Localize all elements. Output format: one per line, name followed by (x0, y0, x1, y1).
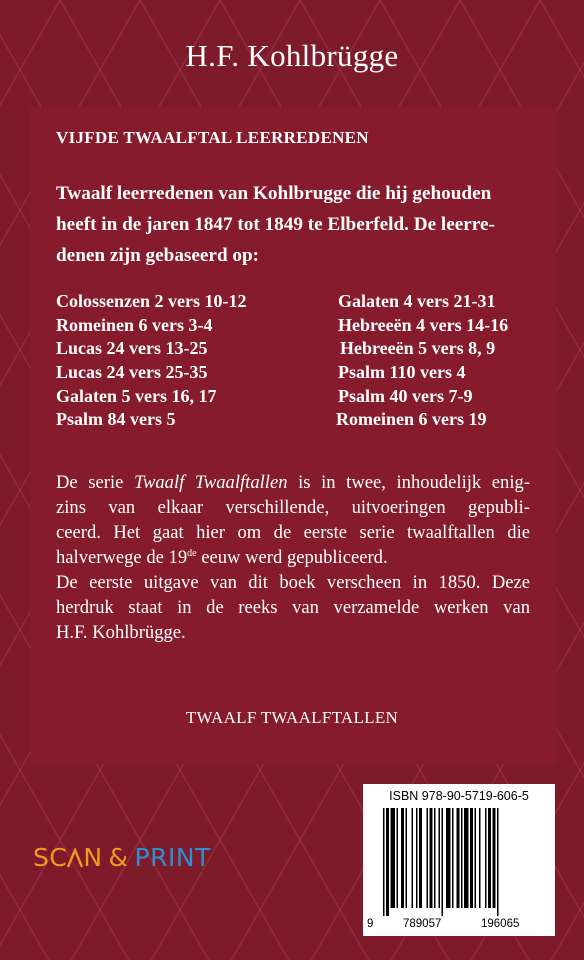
author-name: H.F. Kohlbrügge (185, 38, 399, 73)
verse-left: Galaten 5 vers 16, 17 (56, 385, 217, 406)
verse-right: Hebreeën 4 vers 14-16 (338, 314, 509, 335)
description-line: ceerd. Het gaat hier om de eerste serie twaalftallen die (56, 522, 530, 543)
verse-row (56, 385, 526, 409)
verse-left: Colossenzen 2 vers 10-12 (56, 291, 247, 311)
intro-line: heeft in de jaren 1847 tot 1849 te Elberfeld. De leerre- (56, 214, 495, 235)
verse-left: Lucas 24 vers 25-35 (56, 362, 208, 383)
logo-a-glyph-icon (67, 848, 83, 868)
intro-line: denen zijn gebaseerd op: (56, 245, 260, 266)
verse-right: Psalm 40 vers 7-9 (338, 385, 473, 406)
verse-left: Romeinen 6 vers 3-4 (56, 314, 213, 335)
barcode-digits-left: 789057 (403, 918, 442, 930)
verse-left: Psalm 84 vers 5 (56, 409, 176, 430)
isbn-label: ISBN 978-90-5719-606-5 (389, 789, 529, 803)
publisher-logo (33, 843, 211, 872)
description-text: is in twee, inhoudelijk enig- (287, 472, 531, 493)
verse-row (56, 408, 526, 432)
description-line (56, 470, 530, 495)
ordinal-superscript: de (187, 548, 197, 559)
description-text: eeuw werd gepubliceerd. (196, 547, 388, 568)
logo-text: N (83, 843, 103, 872)
logo-text-scan (33, 843, 103, 872)
verse-left: Lucas 24 vers 13-25 (56, 338, 208, 359)
book-title-heading: VIJFDE TWAALFTAL LEERREDENEN (56, 128, 369, 147)
intro-paragraph (56, 178, 536, 271)
description-line: H.F. Kohlbrügge. (56, 622, 186, 643)
series-title: TWAALF TWAALFTALLEN (185, 708, 399, 727)
series-name-italic: Twaalf Twaalftallen (133, 472, 288, 493)
logo-ampersand: & (108, 843, 129, 872)
verse-row (56, 361, 526, 385)
verse-list (56, 290, 526, 432)
logo-text-print: PRINT (134, 843, 211, 872)
verse-row (56, 290, 526, 314)
verse-right: Psalm 110 vers 4 (338, 362, 466, 383)
verse-right: Hebreeën 5 vers 8, 9 (340, 338, 496, 359)
barcode-bars-icon (369, 808, 549, 916)
description-line: zins van elkaar verschillende, uitvoeringen gepubli- (56, 497, 530, 518)
isbn-barcode (363, 784, 555, 936)
description-line: herdruk staat in de reeks van verzamelde werken van (56, 597, 530, 618)
barcode-digit-lead: 9 (367, 918, 374, 930)
series-description (56, 470, 530, 645)
description-text: De serie (56, 472, 134, 493)
barcode-digits-right: 196065 (481, 918, 520, 930)
intro-line: Twaalf leerredenen van Kohlbrugge die hij gehouden (56, 183, 492, 204)
description-line: De eerste uitgave van dit boek verscheen in 1850. Deze (56, 572, 530, 593)
verse-right: Romeinen 6 vers 19 (336, 409, 487, 430)
verse-right: Galaten 4 vers 21-31 (338, 291, 496, 311)
verse-row (56, 337, 526, 361)
description-text: halverwege de 19 (56, 547, 188, 568)
verse-row (56, 314, 526, 338)
description-line (56, 545, 530, 570)
logo-text: SC (33, 843, 68, 872)
